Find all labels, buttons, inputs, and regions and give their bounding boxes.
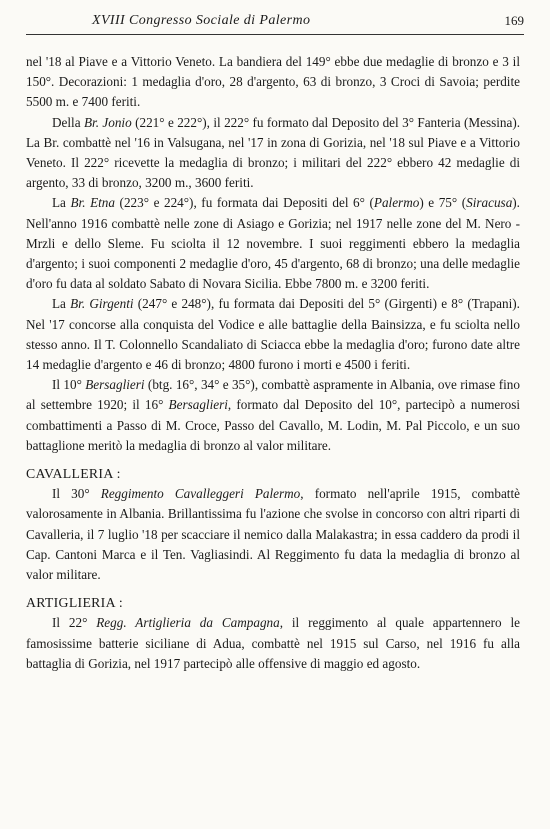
running-header (92, 13, 524, 33)
text-run: (221° e 222°), il 222° fu formato dal Deposito del 3° Fanteria (Messina). La Br. combattè nel '16 in Valsugana, nel '17 in zona di Gorizia, nel '18 sul Piave e a Vittorio Veneto. Il 222° ricevette la medaglia di bronzo; i militari del 222° ebbero 42 medaglie di argento, 33 di bronzo, 3200 m., 3600 feriti. (26, 114, 521, 191)
italic-text: Br. Etna (70, 195, 115, 211)
italic-text: Br. Jonio (83, 114, 132, 130)
text-run: nel '18 al Piave e a Vittorio Veneto. La bandiera del 149° ebbe due medaglie di bronzo e 3 il 150°. Decorazioni: 1 medaglia d'oro, 28 d'argento, 63 di bronzo, 3 Croci di Savoia; perdite 5500 m. e 7400 feriti. (26, 54, 520, 110)
text-run: , formato dal Deposito del 10°, partecipò a numerosi combattimenti a Passo di M. Croce, Passo del Cavallo, M. Lodin, M. Pal Piccolo, e un suo battaglione meritò la medaglia di bronzo al valor militare. (26, 397, 521, 453)
paragraph (26, 113, 520, 194)
page-body (26, 52, 520, 674)
paragraph (26, 613, 520, 674)
text-run: ) e 75° ( (419, 195, 467, 211)
paragraph (26, 294, 520, 375)
text-run: Il 22° (52, 615, 97, 631)
section-heading: CAVALLERIA : (26, 466, 121, 482)
paragraph (26, 52, 520, 113)
text-run: ). Nell'anno 1916 combattè nelle zone di Asiago e Gorizia; nel 1917 nelle zone del M. Nero - Mrzli e dello Sleme. Fu sciolta il 12 novembre. I suoi reggimenti ebbero la medaglia d'argento; i suoi componenti 2 medaglie d'oro, 45 d'argento, 68 di bronzo; una delle medaglie d'oro fu data al soldato Sabato di Novara Sicilia. Ebbe 7800 m. e 3200 feriti. (26, 195, 520, 292)
page-number: 169 (504, 13, 524, 28)
italic-text: Bersaglieri (168, 397, 228, 413)
paragraph (26, 484, 520, 585)
italic-text: Palermo (373, 195, 420, 211)
text-run: , formato nell'aprile 1915, combattè valorosamente in Albania. Brillantissima fu l'azione che svolse in concorso con altri riparti di Cavalleria, il 7 luglio '18 per scacciare il nemico dalla Malakastra; in essa caddero da prodi il Cap. Cantoni Marca e il Ten. Vagliasindi. Al Reggimento fu data la medaglia di bronzo al valor militare. (26, 486, 520, 583)
text-run: , il reggimento al quale appartennero le famosissime batterie siciliane di Adua, combattè nel 1915 sul Carso, nel 1916 fu alla battaglia di Gorizia, nel 1917 partecipò alle offensive di maggio ed agosto. (26, 615, 520, 671)
paragraph (26, 193, 520, 294)
text-run: Il 30° (52, 486, 101, 502)
running-title: XVIII Congresso Sociale di Palermo (92, 13, 311, 28)
paragraph (26, 375, 520, 456)
text-run: Il 10° (52, 377, 86, 393)
text-run: La (52, 296, 71, 312)
section-heading: ARTIGLIERIA : (26, 595, 123, 611)
italic-text: Regg. Artiglieria da Campagna (96, 615, 280, 631)
text-run: (223° e 224°), fu formata dai Depositi del 6° ( (114, 195, 374, 211)
italic-text: Siracusa (466, 195, 513, 211)
text-run: La (52, 195, 71, 211)
text-run: (btg. 16°, 34° e 35°), combattè aspramente in Albania, ove rimase fino al settembre 1920; il 16° (26, 377, 520, 413)
italic-text: Reggimento Cavalleggeri Palermo (100, 486, 301, 502)
text-run: (247° e 248°), fu formata dai Depositi del 5° (Girgenti) e 8° (Trapani). Nel '17 concorse alla conquista del Vodice e alle battaglie della Bainsizza, e fu sciolta nello stesso anno. Il T. Colonnello Scandaliato di Sciacca ebbe la medaglia d'oro; furono date altre 14 medaglie d'argento e 46 di bronzo; 4800 furono i morti e 4500 i feriti. (26, 296, 520, 373)
text-run: Della (52, 114, 84, 130)
header-rule (26, 34, 524, 35)
italic-text: Br. Girgenti (70, 296, 134, 312)
italic-text: Bersaglieri (85, 377, 145, 393)
